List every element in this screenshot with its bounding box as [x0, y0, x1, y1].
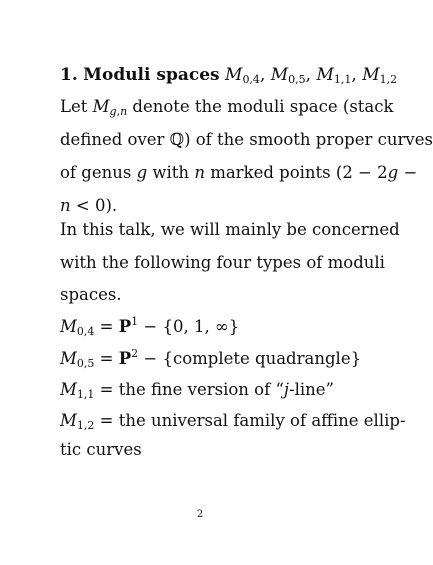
item-m11: $M_{1,1}$ = the fine version of “j-line” — [60, 380, 334, 401]
paragraph1-line3: of genus g with n marked points (2 − 2g − — [60, 163, 418, 182]
paragraph2-line1: In this talk, we will mainly be concerned — [60, 220, 400, 239]
section-heading — [60, 65, 398, 86]
paragraph2-line3: spaces. — [60, 285, 122, 304]
section-formula: $M_{0,4}$, $M_{0,5}$, $M_{1,1}$, $M_{1,2}$ — [225, 65, 398, 86]
paragraph2-line2: with the following four types of moduli — [60, 253, 385, 272]
paragraph1-line2: defined over ℚ) of the smooth proper curves — [60, 130, 433, 149]
paragraph1-line4: n < 0). — [60, 196, 118, 215]
item-m12: $M_{1,2}$ = the universal family of affine ellip- — [60, 411, 406, 432]
section-number: 1. — [60, 65, 78, 85]
paragraph1-line1: Let $M_{g,n}$ denote the moduli space (stack — [60, 97, 394, 118]
item-m05: $M_{0,5} = P^2$ − {complete quadrangle} — [60, 347, 362, 370]
page-number: 2 — [196, 509, 204, 520]
section-title: Moduli spaces — [83, 65, 220, 85]
item-m12-continuation: tic curves — [60, 440, 142, 459]
item-m04: $M_{0,4} = P^1 - \{0$, 1, ∞} — [60, 315, 240, 338]
